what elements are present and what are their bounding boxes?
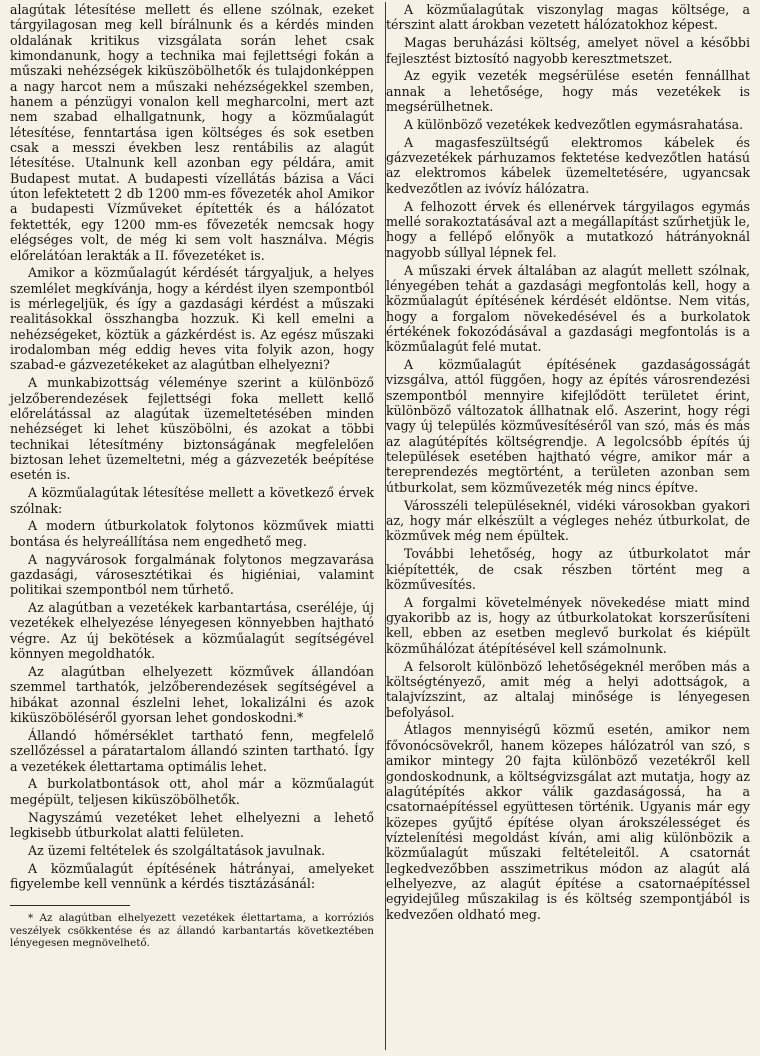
left-column [10,2,374,1056]
paragraph: A különböző vezetékek kedvezőtlen egymásrahatása. [404,116,744,132]
paragraph: A műszaki érvek általában az alagút mellett szólnak, lényegében tehát a gazdasági megfontolás kell, hogy a közműalagút építésének kérdését eldöntse. Nem vitás, hogy a forgalom növekedésével és a burkolatok értékének fokozódásával a gazdasági megfontolás is a közműalagút felé mutat. [386,262,750,355]
paragraph: Városszéli településeknél, vidéki városokban gyakori az, hogy már elkészült a végleges nehéz útburkolat, de közművek még nem épültek. [386,497,750,544]
paragraph: A forgalmi követelmények növekedése miatt mind gyakoribb az is, hogy az útburkolatokat korszerűsíteni kell, ebben az esetben meglevő burkolat és kiépült közműhálózat átépítésével kell számolnunk. [386,594,750,656]
paragraph: A közműalagútak viszonylag magas költsége, a térszint alatt árokban vezetett hálózatokhoz képest. [386,2,750,33]
paragraph: Az egyik vezeték megsérülése esetén fennállhat annak a lehetősége, hogy más vezetékek is megsérülhetnek. [386,68,750,115]
paragraph: Nagyszámú vezetéket lehet elhelyezni a lehető legkisebb útburkolat alatti felületen. [10,809,374,840]
paragraph: A felsorolt különböző lehetőségeknél merőben más a költségtényező, amit még a helyi adottságok, a talajvízszint, az altalaj minősége is lényegesen befolyásol. [386,658,750,720]
paragraph: A modern útburkolatok folytonos közművek miatti bontása és helyreállítása nem engedhető meg. [10,518,374,549]
paragraph: A felhozott érvek és ellenérvek tárgyilagos egymás mellé sorakoztatásával azt a megállapítást szűrhetjük le, hogy a fellépő előnyök a mutatkozó hátrányoknál nagyobb súllyal lépnek fel. [386,198,750,260]
paragraph: Az alagútban elhelyezett közművek állandóan szemmel tarthatók, jelzőberendezések segítségével a hibákat azonnal észlelni lehet, lokalizálni és azok kiküszöböléséről gyorsan lehet gondoskodni.* [10,663,374,725]
paragraph: Magas beruházási költség, amelyet növel a későbbi fejlesztést biztosító nagyobb keresztmetszet. [386,35,750,66]
paragraph: További lehetőség, hogy az útburkolatot már kiépítették, de csak részben történt meg a közművesítés. [386,546,750,592]
right-column [386,2,750,1056]
paragraph: A közműalagút építésének hátrányai, amelyeket figyelembe kell vennünk a kérdés tisztázásánál: [10,860,374,891]
paragraph: Átlagos mennyiségű közmű esetén, amikor nem fővonócsövekről, hanem közepes hálózatról van szó, s amikor mintegy 20 fajta különböző vezetékről kell gondoskodnunk, a költségvizsgálat azt mutatja, hogy az alagútépítés akkor válik gazdaságossá, ha a csatornaépítéssel együttesen történik. Ugyanis már egy közepes gyűjtő építése olyan árokszélességet és víztelenítési megoldást kíván, ami alig különbözik a közműalagút műszaki feltételeitől. A csatornát legkedvezőbben asszimetrikus módon az alagút alá elhelyezve, az alagút építése a csatornaépítéssel egyidejűleg műszakilag is és költség szempontjából is kedvezően oldható meg. [386,722,750,922]
column-divider [385,2,386,1050]
paragraph: A közműalagút építésének gazdaságosságát vizsgálva, attól függően, hogy az építés városrendezési szempontból mennyire kifejlődött területet érint, különböző változatok állhatnak elő. Aszerint, hogy régi vagy új település közművesítéséről van szó, más és más az alagútépítés költségrendje. A legolcsóbb építés új települések esetében hajtható végre, amikor már a tereprendezés megtörtént, a területen azonban sem útburkolat, sem közművezeték még nincs építve. [386,357,750,495]
paragraph: Amikor a közműalagút kérdését tárgyaljuk, a helyes szemlélet megkívánja, hogy a kérdést ilyen szempontból is mérlegeljük, és így a gazdasági kérdést a műszaki realitásokkal összhangba hozzuk. Ki kell emelni a nehézségeket, köztük a gázkérdést is. Az egész műszaki irodalomban még eddig heves vita folyik azon, hogy szabad-e gázvezetékeket az alagútban elhelyezni? [10,265,374,373]
footnote-separator [10,905,130,906]
footnote: * Az alagútban elhelyezett vezetékek élettartama, a korróziós veszélyek csökkentése és az állandó karbantartás következtében lényegesen megnövelhető. [10,912,374,950]
paragraph: A nagyvárosok forgalmának folytonos megzavarása gazdasági, városesztétikai és higiéniai, valamint politikai szempontból nem tűrhető. [10,551,374,598]
paragraph: A közműalagútak létesítése mellett a következő érvek szólnak: [10,485,374,516]
paragraph: Az alagútban a vezetékek karbantartása, cseréléje, új vezetékek elhelyezése lényegesen könnyebben hajtható végre. Az új bekötések a közműalagút segítségével könnyen megoldhatók. [10,600,374,662]
paragraph: Az üzemi feltételek és szolgáltatások javulnak. [28,842,326,858]
paragraph: A burkolatbontások ott, ahol már a közműalagút megépült, teljesen kiküszöbölhetők. [10,776,374,807]
paragraph: alagútak létesítése mellett és ellene szólnak, ezeket tárgyilagosan meg kell bírálnunk és a kérdés minden oldalának kritikus vizsgálata során lehet csak kimondanunk, hogy a technika mai fejlettségi fokán a műszaki nehézségek kiküszöbölhetők és tulajdonképpen a nagy harcot nem a műszaki nehézségekkel szemben, hanem a pénzügyi vonalon kell megharcolni, mert azt nem szabad elhallgatnunk, hogy a közműalagút létesítése, fenntartása igen költséges és sok esetben csak a messzi években lesz rentábilis az alagút létesítése. Utalnunk kell azonban egy példára, amit Budapest mutat. A budapesti vízellátás bázisa a Váci úton lefektetett 2 db 1200 mm-es fővezeték ahol Amikor a budapesti Vízműveket építették és a hálózatot fektették, egy 1200 mm-es fővezeték nemcsak hogy elégséges volt, de még ki sem volt használva. Mégis előrelátóan lerakták a II. fővezetéket is. [10,2,374,263]
paragraph: A munkabizottság véleménye szerint a különböző jelzőberendezések fejlettségi foka mellett kellő előrelátással az alagútak üzemeltetésében minden nehézséget ki lehet küszöbölni, és azokat a többi technikai létesítmény biztonságának megfelelően biztosan lehet üzemeltetni, még a gázvezeték beépítése esetén is. [10,375,374,483]
paragraph: A magasfeszültségű elektromos kábelek és gázvezetékek párhuzamos fektetése kedvezőtlen hatású az elektromos kábelek üzemeltetésére, ugyancsak kedvezőtlen az ivóvíz hálózatra. [386,134,750,196]
paragraph: Állandó hőmérséklet tartható fenn, megfelelő szellőzéssel a páratartalom állandó szinten tartható. Így a vezetékek élettartama optimális lehet. [10,727,374,774]
